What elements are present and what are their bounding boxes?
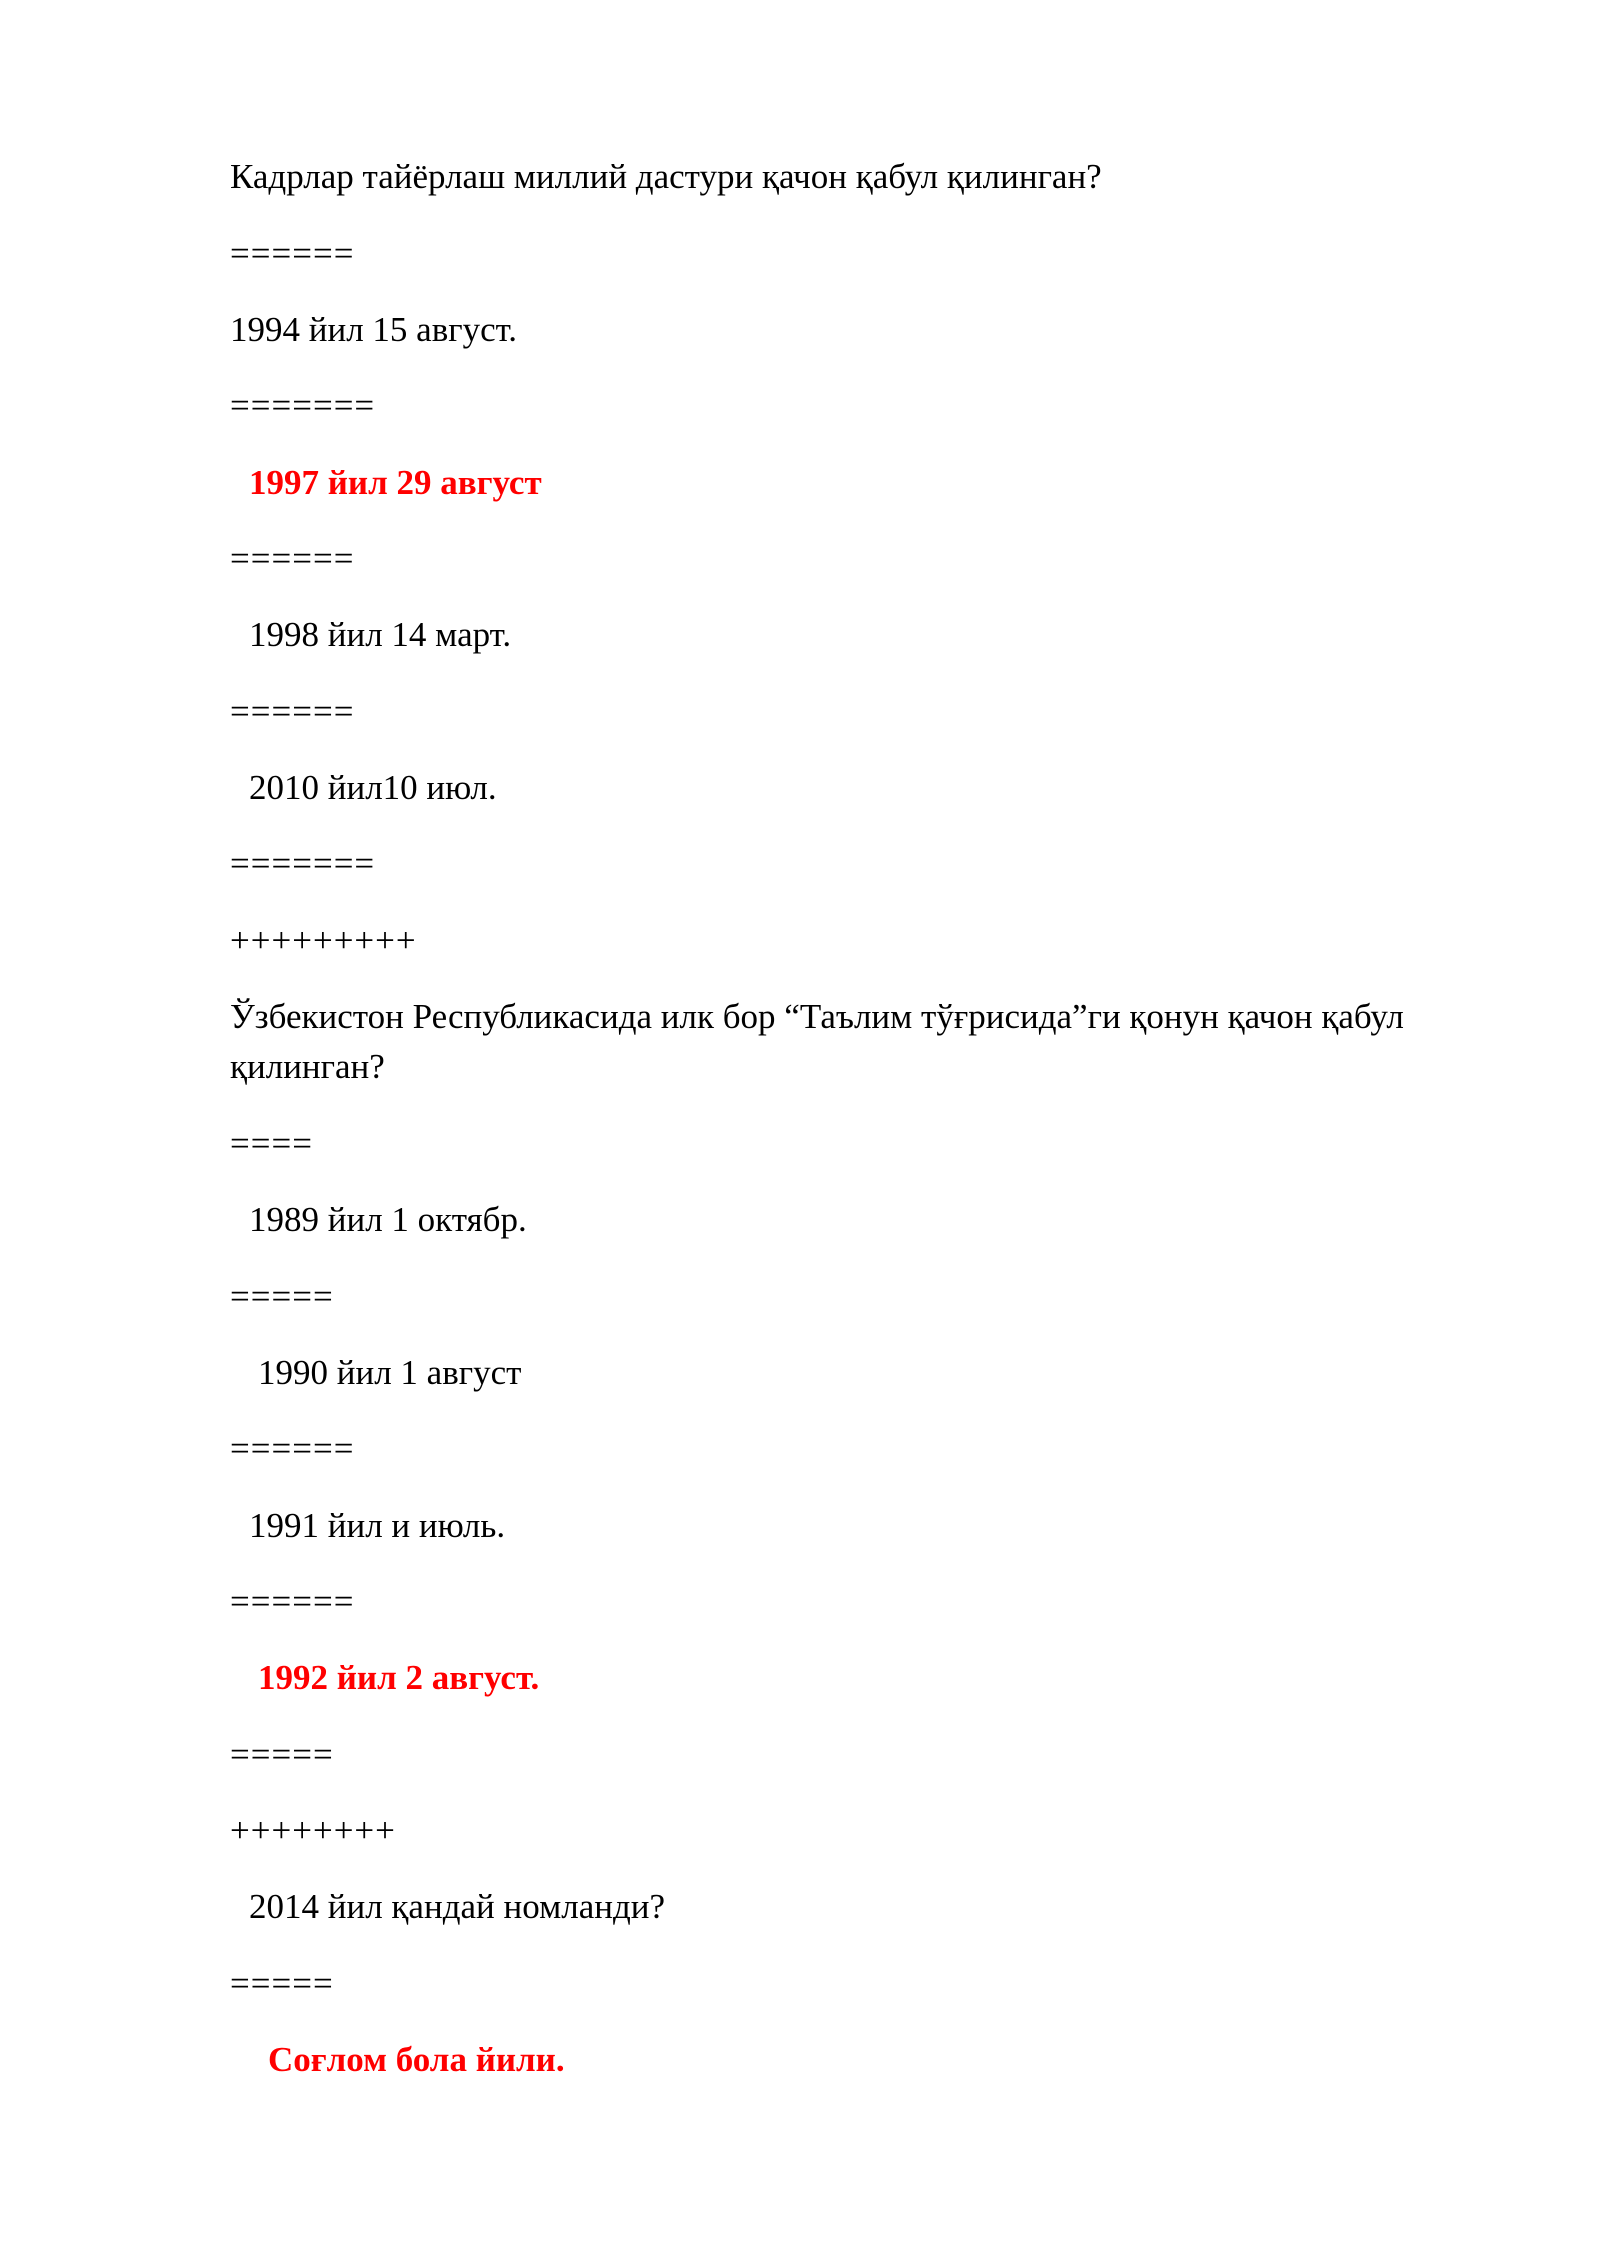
question-3: 2014 йил қандай номланди?: [249, 1887, 666, 1926]
question-2: Ўзбекистон Республикасида илк бор “Таълим тўғрисида”ги қонун қачон қабул қилинган?: [230, 997, 1404, 1086]
answer-option-correct: Соғлом бола йили.: [268, 2040, 565, 2079]
question-1: Кадрлар тайёрлаш миллий дастури қачон қабул қилинган?: [230, 157, 1102, 196]
separator: ======: [230, 539, 355, 578]
answer-option: 1991 йил и июль.: [249, 1506, 506, 1545]
separator: ======: [230, 692, 355, 731]
separator: ======: [230, 234, 355, 273]
answer-option: 1994 йил 15 август.: [230, 310, 518, 349]
answer-option-correct: 1992 йил 2 август.: [258, 1658, 540, 1697]
separator: ======: [230, 1429, 355, 1468]
answer-option: 1990 йил 1 август: [258, 1353, 522, 1392]
answer-option-correct: 1997 йил 29 август: [249, 463, 542, 502]
answer-option: 1998 йил 14 март.: [249, 615, 512, 654]
separator: =====: [230, 1735, 334, 1774]
separator: =======: [230, 844, 376, 883]
question-end-marker: +++++++++: [230, 921, 417, 960]
separator: ====: [230, 1124, 313, 1163]
answer-option: 1989 йил 1 октябр.: [249, 1200, 527, 1239]
separator: =====: [230, 1277, 334, 1316]
separator: =======: [230, 386, 376, 425]
answer-option: 2010 йил10 июл.: [249, 768, 497, 807]
separator: ======: [230, 1582, 355, 1621]
separator: =====: [230, 1964, 334, 2003]
question-end-marker: ++++++++: [230, 1811, 396, 1850]
